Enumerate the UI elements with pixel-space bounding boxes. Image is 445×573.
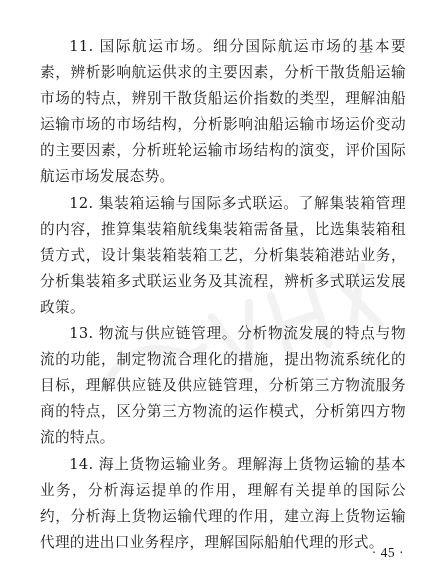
document-body: [40, 34, 406, 556]
paragraph-item-11: 11. 国际航运市场。细分国际航运市场的基本要素，辨析影响航运供求的主要因素，分析干散货船运输市场的特点，辨别干散货船运价指数的类型，理解油船运输市场的市场结构，分析影响油船运输市场运价变动的主要因素，分析班轮运输市场结构的演变，评价国际航运市场发展态势。: [40, 38, 406, 186]
paragraph-item-12: 12. 集装箱运输与国际多式联运。了解集装箱管理的内容，推算集装箱航线集装箱需备量，比选集装箱租赁方式，设计集装箱装箱工艺，分析集装箱港站业务，分析集装箱多式联运业务及其流程，辨析多式联运发展政策。: [40, 194, 406, 316]
page-number: · 45 ·: [371, 545, 404, 560]
paragraph-item-13: 13. 物流与供应链管理。分析物流发展的特点与物流的功能，制定物流合理化的措施，提出物流系统化的目标，理解供应链及供应链管理，分析第三方物流服务商的特点，区分第三方物流的运作模式，分析第四方物流的特点。: [40, 325, 406, 447]
paragraph-item-14: 14. 海上货物运输业务。理解海上货物运输的基本业务，分析海运提单的作用，理解有关提单的国际公约，分析海上货物运输代理的作用，建立海上货物运输代理的进出口业务程序，理解国际船舶代理的形式。: [40, 455, 406, 551]
